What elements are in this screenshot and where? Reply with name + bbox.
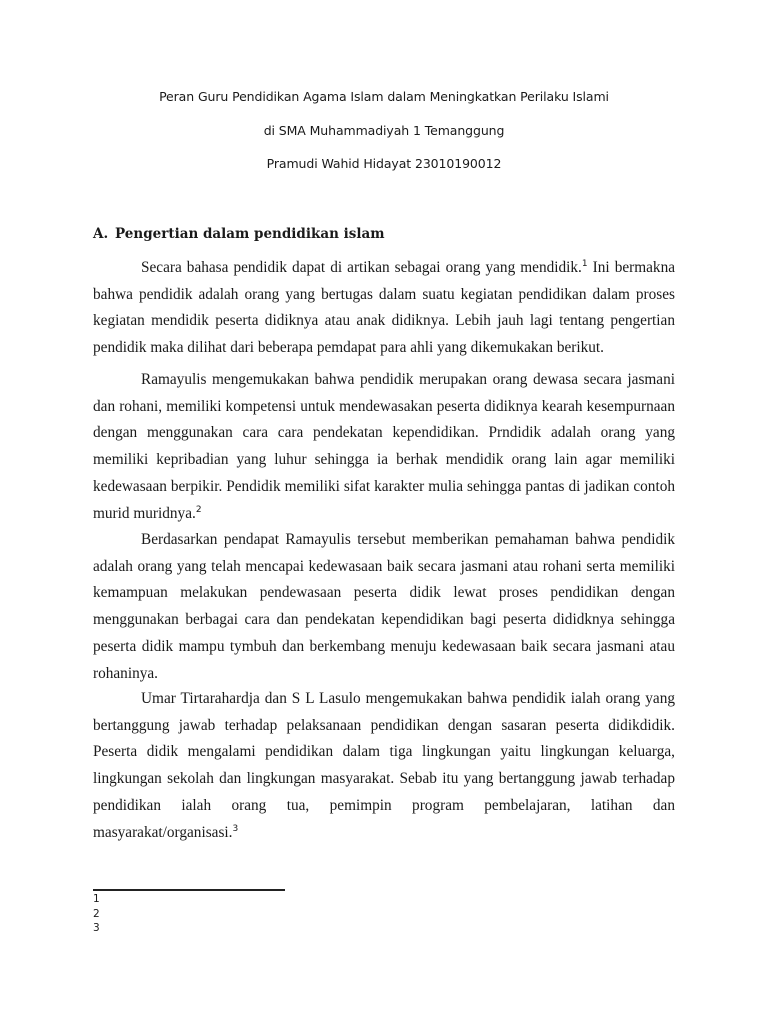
document-school: di SMA Muhammadiyah 1 Temanggung bbox=[263, 123, 505, 138]
footnote-ref-2[interactable]: 2 bbox=[195, 504, 202, 515]
document-title: Peran Guru Pendidikan Agama Islam dalam Meningkatkan Perilaku Islami bbox=[159, 89, 609, 104]
footnote-1: 1 bbox=[93, 893, 100, 905]
section-letter: A. bbox=[93, 226, 109, 242]
paragraph-2-text: Ramayulis mengemukakan bahwa pendidik merupakan orang dewasa secara jasmani dan rohani, memiliki kompetensi untuk mendewasakan peserta didiknya kearah kesempurnaan dengan menggunakan cara cara pendekatan kependidikan. Prndidik adalah orang yang memiliki kepribadian yang luhur sehingga ia berhak mendidik orang lain agar memiliki kedewasaan berpikir. Pendidik memiliki sifat karakter mulia sehingga pantas di jadikan contoh murid muridnya. bbox=[93, 371, 675, 522]
footnote-2: 2 bbox=[93, 908, 100, 920]
paragraph-1-text-b: Ini bermakna bahwa pendidik adalah orang yang bertugas dalam suatu kegiatan pendidikan dalam proses kegiatan mendidik peserta didiknya atau anak didiknya. Lebih jauh lagi tentang pengertian pendidik maka dilihat dari beberapa pemdapat para ahli yang dikemukakan berikut. bbox=[93, 259, 676, 357]
paragraph-3: Berdasarkan pendapat Ramayulis tersebut memberikan pemahaman bahwa pendidik adalah orang yang telah mencapai kedewasaan baik secara jasmani atau rohani serta memiliki kemampuan melakukan pendewasaan peserta didik lewat proses pendidikan dengan menggunakan berbagai cara dan pendekatan kependidikan bagi peserta dididknya sehingga peserta didik mampu tymbuh dan berkembang menuju kedewasaan baik secara jasmani atau rohaninya. bbox=[93, 531, 675, 682]
paragraph-2 bbox=[93, 367, 675, 527]
footnote-3: 3 bbox=[93, 922, 100, 934]
paragraph-4-text: Umar Tirtarahardja dan S L Lasulo mengemukakan bahwa pendidik ialah orang yang bertanggung jawab terhadap pelaksanaan pendidikan dengan sasaran peserta didikdidik. Peserta didik mengalami pendidikan dalam tiga lingkungan yaitu lingkungan keluarga, lingkungan sekolah dan lingkungan masyarakat. Sebab itu yang bertanggung jawab terhadap pendidikan ialah orang tua, pemimpin program pembelajaran, latihan dan masyarakat/organisasi. bbox=[93, 690, 675, 841]
footnote-ref-1[interactable]: 1 bbox=[581, 259, 588, 269]
document-author: Pramudi Wahid Hidayat 23010190012 bbox=[266, 156, 502, 171]
section-heading-text: Pengertian dalam pendidikan islam bbox=[115, 226, 385, 242]
footnote-ref-3[interactable]: 3 bbox=[232, 823, 239, 834]
footnote-separator bbox=[93, 889, 285, 891]
paragraph-4 bbox=[93, 686, 675, 846]
section-heading bbox=[93, 226, 385, 242]
paragraph-1 bbox=[93, 255, 675, 362]
paragraph-1-text-a: Secara bahasa pendidik dapat di artikan sebagai orang yang mendidik. bbox=[141, 259, 582, 276]
